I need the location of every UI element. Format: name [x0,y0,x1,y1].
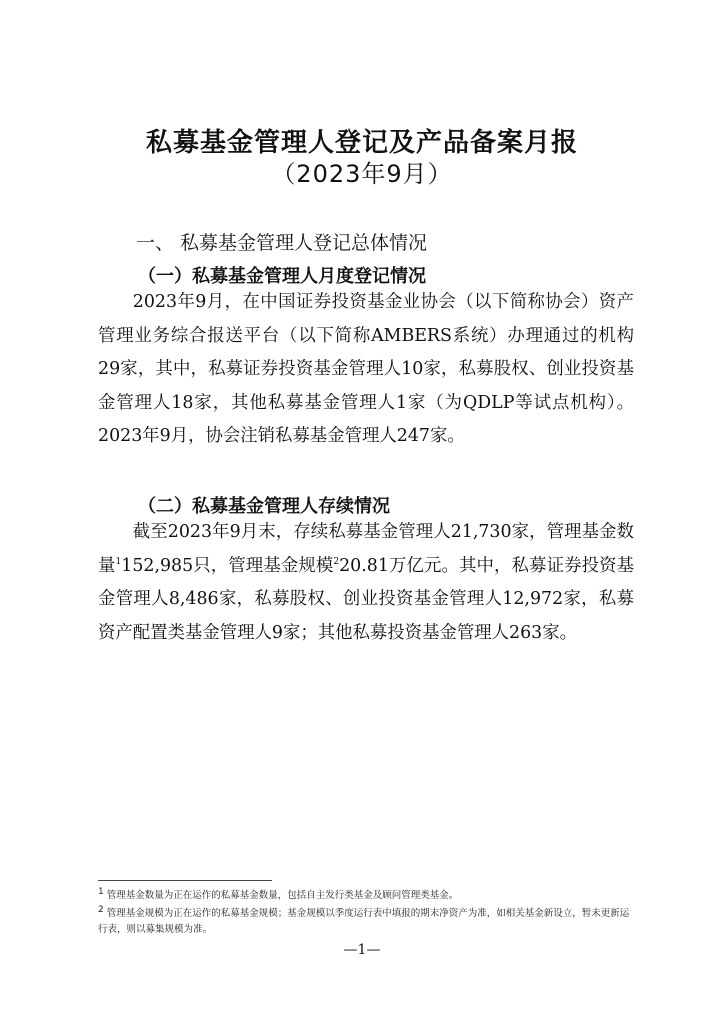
paragraph-existing-managers [98,516,634,650]
paragraph-text: 截至2023年9月末，存续私募基金管理人21,730家，管理基金数量 [98,522,634,576]
footnote-mark: 1 [98,886,104,897]
paragraph-text: 20.81万亿元。其中，私募证券投资基金管理人8,486家，私募股权、创业投资基金管理人12,972家，私募资产配置类基金管理人9家；其他私募投资基金管理人263家。 [98,555,634,643]
footnote-text: 管理基金数量为正在运作的私募基金数量，包括自主发行类基金及顾问管理类基金。 [106,890,459,901]
paragraph-monthly-registration: 2023年9月，在中国证券投资基金业协会（以下简称协会）资产管理业务综合报送平台（以下简称AMBERS系统）办理通过的机构29家，其中，私募证券投资基金管理人10家，私募股权、创业投资基金管理人18家，其他私募基金管理人1家（为QDLP等试点机构）。2023年9月，协会注销私募基金管理人247家。 [98,292,634,447]
document-title: 私募基金管理人登记及产品备案月报 [145,128,578,158]
footnote-1 [98,888,638,904]
document-subtitle: （2023年9月） [271,160,453,188]
footnote-divider [98,880,272,881]
footnote-ref-2: 2 [333,556,340,567]
footnote-mark: 2 [98,904,104,915]
subsection-heading-existing: （二）私募基金管理人存续情况 [138,496,390,517]
footnote-ref-1: 1 [115,556,122,567]
subsection-heading-monthly: （一）私募基金管理人月度登记情况 [138,266,426,287]
footnote-2 [98,906,638,938]
footnote-text: 管理基金规模为正在运作的私募基金规模；基金规模以季度运行表中填报的期末净资产为准，如相关基金新设立，暂未更新运行表，则以募集规模为准。 [98,908,630,935]
page-number: —1— [343,942,381,958]
section-heading: 一、 私募基金管理人登记总体情况 [136,232,428,254]
paragraph-text: 152,985只，管理基金规模 [121,555,334,576]
